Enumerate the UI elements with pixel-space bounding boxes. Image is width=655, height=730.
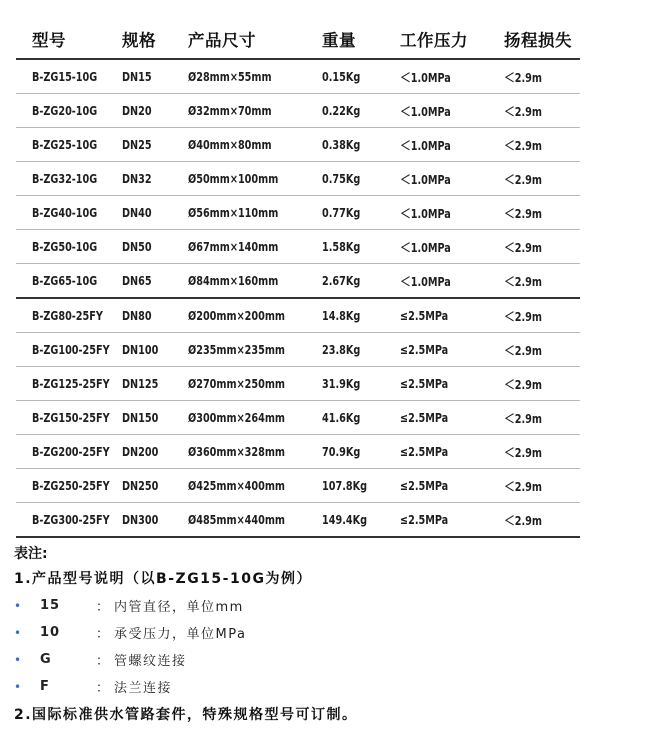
cell-spec	[122, 273, 188, 288]
cell-pressure	[400, 68, 504, 86]
cell-text: ＜2.9m	[504, 69, 542, 85]
cell-text: 41.6Kg	[322, 410, 361, 425]
model-code: G	[40, 652, 52, 667]
cell-text: ＜2.9m	[504, 342, 542, 358]
cell-text: ≤2.5MPa	[400, 376, 449, 391]
code-description: 管螺纹连接	[114, 654, 187, 669]
cell-weight	[322, 171, 400, 186]
cell-pressure	[400, 170, 504, 188]
model-code: F	[40, 679, 50, 694]
cell-text: DN32	[122, 171, 152, 186]
cell-text: ≤2.5MPa	[400, 308, 449, 323]
cell-head-loss	[504, 511, 580, 529]
cell-text: ＜2.9m	[504, 103, 542, 119]
cell-text: B-ZG100-25FY	[32, 342, 110, 357]
code-description: 承受压力，单位MPa	[114, 627, 247, 642]
cell-text: ＜1.0MPa	[400, 103, 451, 119]
cell-weight	[322, 273, 400, 288]
cell-size	[188, 171, 322, 186]
model-code: 15	[40, 598, 61, 613]
cell-size	[188, 137, 322, 152]
cell-text: Ø200mm×200mm	[188, 308, 286, 323]
cell-text: Ø56mm×110mm	[188, 205, 279, 220]
bullet-icon: •	[14, 598, 22, 613]
model-explanation-list	[14, 592, 634, 700]
cell-text: B-ZG200-25FY	[32, 444, 110, 459]
cell-text: Ø50mm×100mm	[188, 171, 279, 186]
cell-text: B-ZG150-25FY	[32, 410, 110, 425]
cell-head-loss	[504, 477, 580, 495]
cell-text: ＜2.9m	[504, 478, 542, 494]
cell-spec	[122, 376, 188, 391]
cell-head-loss	[504, 375, 580, 393]
cell-text: ≤2.5MPa	[400, 342, 449, 357]
cell-text: ≤2.5MPa	[400, 444, 449, 459]
custom-spec-note: 2.国际标准供水管路套件，特殊规格型号可订制。	[14, 707, 358, 723]
bullet-icon: •	[14, 625, 22, 640]
colon: ：	[96, 600, 110, 615]
table-row	[16, 435, 580, 469]
cell-text: DN50	[122, 239, 152, 254]
cell-text: 0.15Kg	[322, 69, 361, 84]
cell-spec	[122, 308, 188, 323]
cell-size	[188, 239, 322, 254]
cell-text: ≤2.5MPa	[400, 478, 449, 493]
cell-text: DN300	[122, 512, 159, 527]
cell-head-loss	[504, 443, 580, 461]
cell-text: Ø28mm×55mm	[188, 69, 272, 84]
cell-model	[16, 273, 122, 288]
cell-text: Ø67mm×140mm	[188, 239, 279, 254]
cell-text: ＜2.9m	[504, 273, 542, 289]
cell-model	[16, 512, 122, 527]
cell-text: ＜2.9m	[504, 444, 542, 460]
cell-text: DN125	[122, 376, 159, 391]
bullet-icon: •	[14, 652, 22, 667]
cell-text: ＜2.9m	[504, 308, 542, 324]
cell-pressure	[400, 238, 504, 256]
cell-text: DN150	[122, 410, 159, 425]
cell-text: 107.8Kg	[322, 478, 368, 493]
code-description: 法兰连接	[114, 681, 173, 696]
cell-pressure	[400, 376, 504, 391]
cell-text: ＜2.9m	[504, 171, 542, 187]
table-row	[16, 60, 580, 94]
cell-model	[16, 342, 122, 357]
cell-text: 1.58Kg	[322, 239, 361, 254]
cell-text: Ø300mm×264mm	[188, 410, 286, 425]
table-row	[16, 230, 580, 264]
cell-text: ＜1.0MPa	[400, 69, 451, 85]
cell-spec	[122, 171, 188, 186]
cell-text: B-ZG80-25FY	[32, 308, 103, 323]
cell-text: ≤2.5MPa	[400, 410, 449, 425]
cell-text: Ø32mm×70mm	[188, 103, 272, 118]
cell-size	[188, 478, 322, 493]
cell-text: ≤2.5MPa	[400, 512, 449, 527]
cell-model	[16, 103, 122, 118]
cell-text: Ø360mm×328mm	[188, 444, 286, 459]
cell-text: ＜1.0MPa	[400, 205, 451, 221]
cell-head-loss	[504, 170, 580, 188]
model-explanation-heading: 1.产品型号说明（以B-ZG15-10G为例）	[14, 571, 312, 587]
colon: ：	[96, 654, 110, 669]
notes-title: 表注:	[14, 546, 48, 562]
table-header	[16, 20, 580, 60]
cell-text: ＜2.9m	[504, 205, 542, 221]
cell-text: DN25	[122, 137, 152, 152]
cell-spec	[122, 342, 188, 357]
cell-text: DN80	[122, 308, 152, 323]
colon: ：	[96, 681, 110, 696]
cell-size	[188, 273, 322, 288]
cell-size	[188, 512, 322, 527]
list-item	[14, 673, 634, 700]
cell-head-loss	[504, 341, 580, 359]
cell-weight	[322, 205, 400, 220]
cell-head-loss	[504, 272, 580, 290]
header-size: 产品尺寸	[188, 31, 256, 50]
cell-pressure	[400, 272, 504, 290]
cell-pressure	[400, 136, 504, 154]
cell-weight	[322, 342, 400, 357]
cell-size	[188, 69, 322, 84]
cell-pressure	[400, 342, 504, 357]
notes-section	[14, 542, 634, 730]
table-row	[16, 299, 580, 333]
cell-text: 149.4Kg	[322, 512, 368, 527]
cell-text: B-ZG32-10G	[32, 171, 98, 186]
table-row	[16, 162, 580, 196]
cell-text: B-ZG50-10G	[32, 239, 98, 254]
cell-head-loss	[504, 136, 580, 154]
cell-size	[188, 308, 322, 323]
cell-text: B-ZG250-25FY	[32, 478, 110, 493]
cell-text: B-ZG65-10G	[32, 273, 98, 288]
cell-model	[16, 205, 122, 220]
header-head-loss: 扬程损失	[504, 31, 572, 50]
header-pressure: 工作压力	[400, 31, 468, 50]
cell-text: B-ZG15-10G	[32, 69, 98, 84]
cell-pressure	[400, 410, 504, 425]
cell-weight	[322, 103, 400, 118]
cell-text: B-ZG125-25FY	[32, 376, 110, 391]
cell-weight	[322, 239, 400, 254]
cell-text: B-ZG40-10G	[32, 205, 98, 220]
model-code: 10	[40, 625, 61, 640]
cell-size	[188, 342, 322, 357]
cell-model	[16, 410, 122, 425]
cell-text: DN200	[122, 444, 159, 459]
code-description: 内管直径，单位mm	[114, 600, 244, 615]
cell-text: ＜2.9m	[504, 239, 542, 255]
table-row	[16, 469, 580, 503]
spec-table	[16, 20, 580, 538]
cell-size	[188, 410, 322, 425]
cell-text: ＜1.0MPa	[400, 273, 451, 289]
cell-pressure	[400, 308, 504, 323]
cell-pressure	[400, 478, 504, 493]
cell-model	[16, 376, 122, 391]
cell-text: Ø84mm×160mm	[188, 273, 279, 288]
cell-text: Ø485mm×440mm	[188, 512, 286, 527]
cell-model	[16, 137, 122, 152]
cell-model	[16, 171, 122, 186]
cell-text: 0.75Kg	[322, 171, 361, 186]
cell-size	[188, 103, 322, 118]
cell-text: B-ZG25-10G	[32, 137, 98, 152]
cell-model	[16, 239, 122, 254]
table-row	[16, 128, 580, 162]
cell-text: ＜1.0MPa	[400, 137, 451, 153]
cell-spec	[122, 103, 188, 118]
cell-model	[16, 444, 122, 459]
cell-pressure	[400, 102, 504, 120]
cell-text: DN65	[122, 273, 152, 288]
cell-head-loss	[504, 68, 580, 86]
cell-text: 31.9Kg	[322, 376, 361, 391]
list-item	[14, 592, 634, 619]
cell-head-loss	[504, 238, 580, 256]
cell-spec	[122, 137, 188, 152]
cell-text: B-ZG20-10G	[32, 103, 98, 118]
cell-weight	[322, 512, 400, 527]
cell-text: ＜2.9m	[504, 137, 542, 153]
header-weight: 重量	[322, 31, 356, 50]
cell-text: DN100	[122, 342, 159, 357]
header-spec: 规格	[122, 31, 156, 50]
cell-weight	[322, 69, 400, 84]
cell-text: Ø425mm×400mm	[188, 478, 286, 493]
cell-pressure	[400, 512, 504, 527]
cell-text: ＜1.0MPa	[400, 239, 451, 255]
cell-text: DN40	[122, 205, 152, 220]
cell-text: ＜2.9m	[504, 410, 542, 426]
cell-spec	[122, 444, 188, 459]
cell-spec	[122, 205, 188, 220]
table-row	[16, 264, 580, 299]
cell-text: DN250	[122, 478, 159, 493]
cell-size	[188, 205, 322, 220]
header-model: 型号	[32, 31, 66, 50]
cell-text: 0.38Kg	[322, 137, 361, 152]
list-item	[14, 619, 634, 646]
cell-weight	[322, 410, 400, 425]
table-row	[16, 503, 580, 538]
cell-text: Ø235mm×235mm	[188, 342, 286, 357]
cell-size	[188, 376, 322, 391]
cell-model	[16, 69, 122, 84]
cell-weight	[322, 137, 400, 152]
cell-spec	[122, 478, 188, 493]
cell-text: 0.77Kg	[322, 205, 361, 220]
cell-text: Ø40mm×80mm	[188, 137, 272, 152]
cell-weight	[322, 478, 400, 493]
cell-spec	[122, 69, 188, 84]
table-body	[16, 60, 580, 538]
cell-weight	[322, 308, 400, 323]
cell-text: 14.8Kg	[322, 308, 361, 323]
cell-spec	[122, 512, 188, 527]
cell-head-loss	[504, 204, 580, 222]
list-item	[14, 646, 634, 673]
cell-text: B-ZG300-25FY	[32, 512, 110, 527]
cell-text: DN15	[122, 69, 152, 84]
cell-text: 23.8Kg	[322, 342, 361, 357]
table-row	[16, 196, 580, 230]
cell-pressure	[400, 204, 504, 222]
cell-text: ＜2.9m	[504, 512, 542, 528]
cell-text: DN20	[122, 103, 152, 118]
cell-pressure	[400, 444, 504, 459]
cell-size	[188, 444, 322, 459]
table-row	[16, 401, 580, 435]
cell-text: 0.22Kg	[322, 103, 361, 118]
table-row	[16, 333, 580, 367]
cell-weight	[322, 444, 400, 459]
cell-weight	[322, 376, 400, 391]
colon: ：	[96, 627, 110, 642]
cell-text: ＜1.0MPa	[400, 171, 451, 187]
cell-text: 2.67Kg	[322, 273, 361, 288]
table-row	[16, 94, 580, 128]
cell-head-loss	[504, 102, 580, 120]
cell-text: 70.9Kg	[322, 444, 361, 459]
cell-model	[16, 478, 122, 493]
cell-spec	[122, 239, 188, 254]
cell-text: Ø270mm×250mm	[188, 376, 286, 391]
cell-head-loss	[504, 409, 580, 427]
bullet-icon: •	[14, 679, 22, 694]
cell-text: ＜2.9m	[504, 376, 542, 392]
cell-head-loss	[504, 307, 580, 325]
cell-model	[16, 308, 122, 323]
table-row	[16, 367, 580, 401]
cell-spec	[122, 410, 188, 425]
